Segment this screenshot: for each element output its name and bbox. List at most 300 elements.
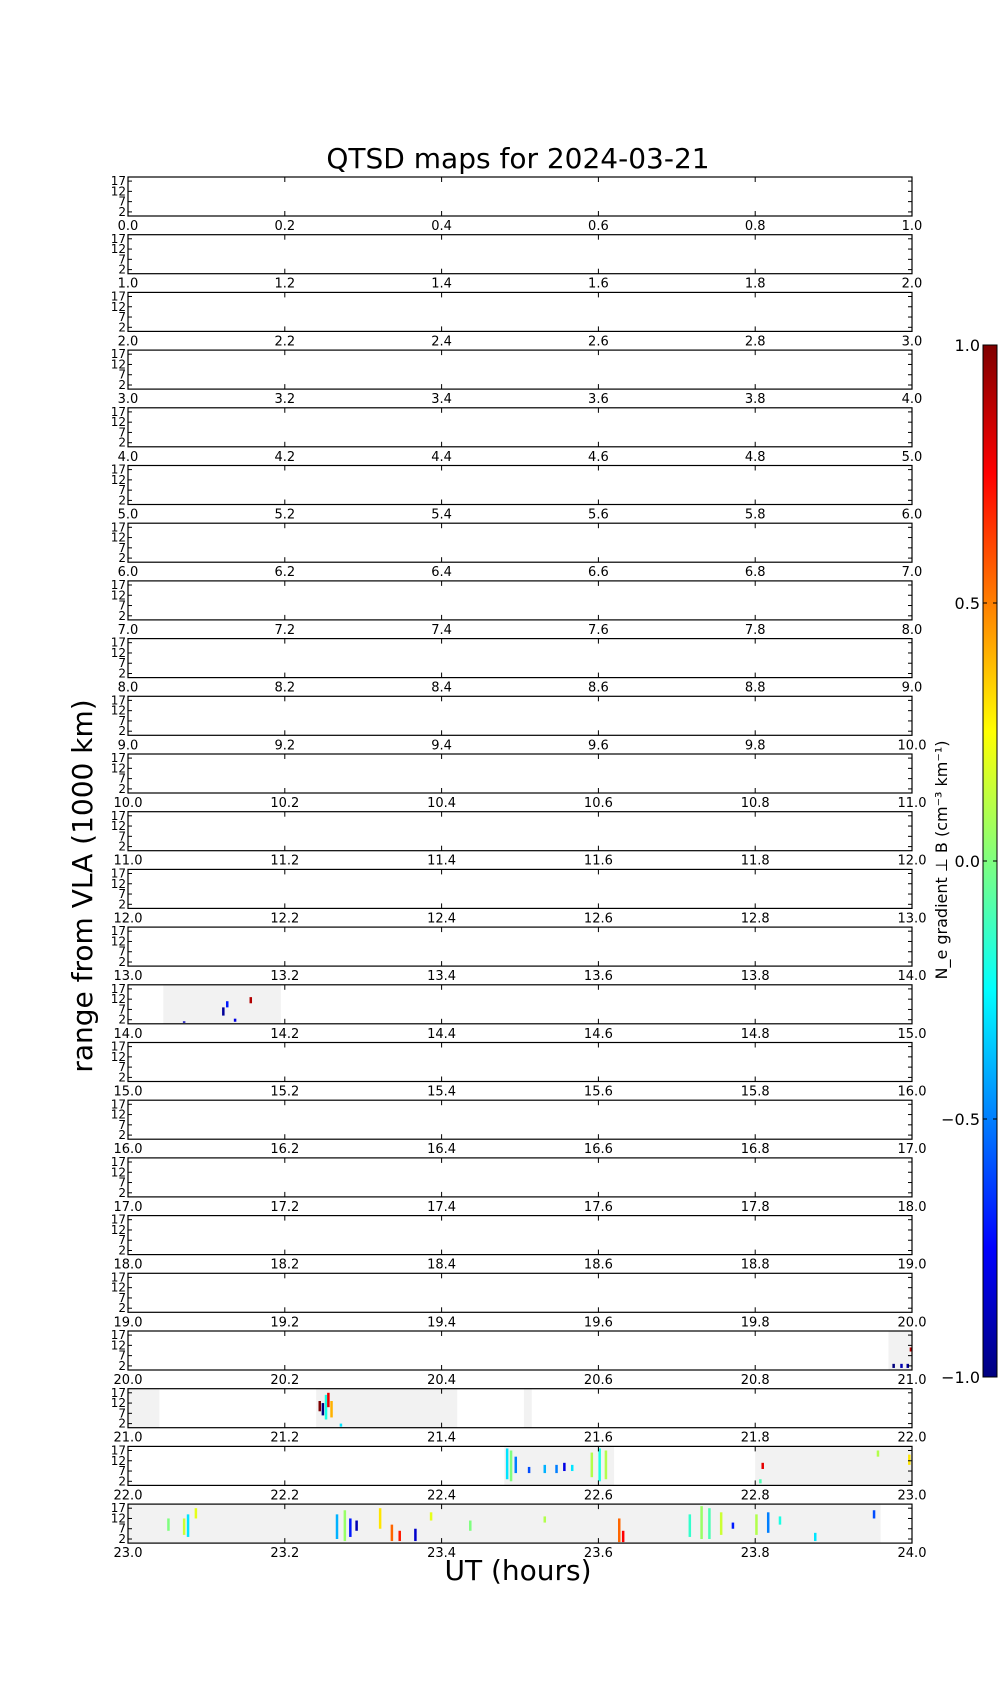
x-tick-label: 1.8 [744,276,766,292]
y-tick-label: 17 [110,1501,126,1516]
y-tick-label: 17 [110,1385,126,1400]
x-tick-label: 10.0 [897,738,927,754]
y-tick-label: 7 [118,310,126,325]
coverage-bar [163,985,281,1024]
panel-hour-21 [111,1386,927,1446]
y-tick-label: 17 [110,1212,126,1227]
x-tick-label: 3.8 [744,392,766,408]
x-tick-label: 7.8 [744,622,766,638]
y-tick-label: 2 [118,377,126,392]
y-tick-label: 2 [118,781,126,796]
colorbar-tick-label: −0.5 [941,1110,980,1129]
x-tick-label: 6.6 [588,565,609,581]
y-tick-label: 17 [110,520,126,535]
x-tick-label: 5.4 [431,507,452,523]
x-tick-label: 1.0 [117,276,139,292]
y-tick-label: 12 [110,1511,126,1526]
y-tick-label: 2 [118,1185,126,1200]
x-tick-label: 16.4 [427,1142,457,1158]
x-tick-label: 3.4 [431,392,452,408]
panel-frame [128,523,912,562]
x-tick-label: 4.8 [744,449,766,465]
x-tick-label: 19.0 [113,1315,143,1331]
x-tick-label: 18.0 [113,1257,143,1273]
event-mark [563,1463,566,1471]
x-tick-label: 19.8 [740,1315,770,1331]
event-mark [515,1457,518,1473]
y-tick-label: 12 [110,588,126,603]
y-tick-label: 7 [118,1464,126,1479]
y-tick-label: 2 [118,724,126,739]
x-tick-label: 20.6 [583,1373,613,1388]
event-mark [761,1463,764,1469]
event-mark [319,1401,322,1411]
y-tick-label: 2 [118,1012,126,1027]
x-tick-label: 22.4 [427,1488,457,1504]
coverage-bar [128,1389,159,1428]
x-tick-label: 16.0 [897,1084,927,1100]
x-tick-label: 7.0 [117,622,139,638]
x-tick-label: 17.8 [740,1199,770,1215]
event-mark [187,1514,190,1537]
x-tick-label: 7.6 [588,622,609,638]
panel-hour-2 [111,290,923,350]
x-tick-label: 9.6 [588,738,609,754]
panel-hour-1 [111,232,923,292]
x-tick-label: 8.0 [901,622,923,638]
panel-hour-10 [111,751,927,811]
event-mark [327,1393,330,1407]
panel-frame [128,177,912,216]
event-mark [222,1007,225,1015]
y-tick-label: 2 [118,262,126,277]
x-tick-label: 15.6 [583,1084,613,1100]
x-tick-label: 20.8 [740,1373,770,1388]
x-tick-label: 9.0 [901,680,923,696]
x-tick-label: 23.8 [740,1546,770,1562]
event-mark [398,1531,401,1541]
panel-frame [128,927,912,966]
panel-frame [128,754,912,793]
x-tick-label: 8.8 [744,680,766,696]
x-tick-label: 5.0 [901,449,923,465]
x-tick-label: 1.4 [431,276,452,292]
panel-hour-18 [111,1213,927,1273]
panel-frame [128,1158,912,1197]
y-tick-label: 7 [118,1117,126,1132]
y-tick-label: 12 [110,992,126,1007]
x-tick-label: 11.6 [583,853,613,869]
x-tick-label: 23.2 [270,1546,300,1562]
event-mark [325,1395,328,1420]
x-tick-label: 5.2 [274,507,296,523]
event-mark [814,1533,817,1541]
x-tick-label: 11.8 [740,853,770,869]
event-mark [322,1403,325,1415]
x-tick-label: 17.0 [897,1142,927,1158]
y-tick-label: 7 [118,483,126,498]
x-tick-label: 12.0 [113,911,143,927]
panel-hour-7 [111,578,923,638]
y-tick-label: 2 [118,320,126,335]
y-tick-label: 2 [118,1416,126,1431]
x-tick-label: 20.0 [897,1315,927,1331]
event-mark [755,1514,758,1535]
x-tick-label: 17.4 [427,1199,457,1215]
x-tick-label: 19.6 [583,1315,613,1331]
y-tick-label: 17 [110,924,126,939]
panel-frame [128,1216,912,1255]
y-tick-label: 2 [118,1243,126,1258]
panel-frame [128,1043,912,1082]
x-tick-label: 22.8 [740,1488,770,1504]
event-mark [877,1451,880,1457]
y-tick-label: 17 [110,404,126,419]
x-tick-label: 14.8 [740,1026,770,1042]
y-tick-label: 17 [110,1097,126,1112]
x-tick-label: 10.8 [740,796,770,811]
x-tick-label: 9.8 [744,738,766,754]
panel-hour-19 [111,1270,927,1330]
coverage-bar [504,1446,614,1485]
x-tick-label: 15.8 [740,1084,770,1100]
x-axis-label: UT (hours) [444,1554,592,1587]
y-tick-label: 2 [118,954,126,969]
x-tick-label: 13.0 [113,969,143,985]
y-tick-label: 7 [118,540,126,555]
y-tick-label: 12 [110,1280,126,1295]
panel-frame [128,292,912,331]
x-tick-label: 10.4 [427,796,457,811]
y-tick-label: 2 [118,1531,126,1546]
event-mark [900,1364,903,1368]
panel-hour-16 [111,1097,927,1157]
y-tick-label: 2 [118,608,126,623]
x-tick-label: 2.8 [744,334,766,350]
y-tick-label: 12 [110,1396,126,1411]
x-tick-label: 16.0 [113,1142,143,1158]
coverage-bar [316,1389,457,1428]
y-tick-label: 2 [118,666,126,681]
colorbar-tick-label: −1.0 [941,1368,980,1387]
x-tick-label: 0.0 [117,219,139,234]
event-mark [414,1529,417,1541]
y-tick-label: 17 [110,1328,126,1343]
chart-title: QTSD maps for 2024-03-21 [326,142,710,175]
event-mark [598,1448,601,1481]
y-tick-label: 17 [110,347,126,362]
y-tick-label: 12 [110,876,126,891]
y-tick-label: 17 [110,866,126,881]
panel-hour-12 [111,867,927,927]
x-tick-label: 13.2 [270,969,300,985]
colorbar-tick-label: 0.5 [954,594,980,613]
y-tick-label: 2 [118,1070,126,1085]
colorbar-tick-label: 0.0 [954,852,980,871]
x-tick-label: 9.4 [431,738,452,754]
x-tick-label: 13.0 [897,911,927,927]
x-tick-label: 21.4 [427,1430,457,1446]
y-tick-label: 17 [110,231,126,246]
x-tick-label: 8.0 [117,680,139,696]
y-tick-label: 2 [118,839,126,854]
event-mark [234,1019,237,1022]
panel-frame [128,696,912,735]
event-mark [732,1523,735,1529]
x-tick-label: 20.4 [427,1373,457,1388]
panel-frame [128,869,912,908]
y-tick-label: 12 [110,299,126,314]
y-tick-label: 2 [118,551,126,566]
y-tick-label: 12 [110,1049,126,1064]
panels-group [111,174,927,1561]
panel-hour-11 [111,809,927,869]
event-mark [700,1506,703,1539]
x-tick-label: 6.2 [274,565,296,581]
x-tick-label: 19.4 [427,1315,457,1331]
y-tick-label: 7 [118,1521,126,1536]
x-tick-label: 2.4 [431,334,452,350]
y-tick-label: 12 [110,357,126,372]
event-mark [226,1001,229,1007]
x-tick-label: 0.8 [744,219,766,234]
x-tick-label: 13.4 [427,969,457,985]
panel-frame [128,639,912,678]
x-tick-label: 14.0 [113,1026,143,1042]
event-mark [605,1451,608,1480]
event-mark [183,1518,186,1534]
x-tick-label: 0.6 [588,219,609,234]
y-tick-label: 17 [110,1270,126,1285]
x-tick-label: 4.0 [117,449,139,465]
event-mark [330,1401,333,1417]
event-mark [759,1479,762,1483]
event-mark [528,1467,531,1473]
y-tick-label: 7 [118,771,126,786]
x-tick-label: 11.4 [427,853,457,869]
y-tick-label: 12 [110,184,126,199]
panel-hour-14 [111,982,927,1042]
event-mark [571,1465,574,1471]
y-tick-label: 12 [110,819,126,834]
y-tick-label: 17 [110,174,126,189]
y-tick-label: 7 [118,1290,126,1305]
x-tick-label: 0.4 [431,219,452,234]
y-tick-label: 12 [110,703,126,718]
y-tick-label: 7 [118,252,126,267]
panel-hour-3 [111,347,923,407]
x-tick-label: 2.2 [274,334,296,350]
x-tick-label: 14.2 [270,1026,300,1042]
y-tick-label: 2 [118,1358,126,1373]
x-tick-label: 22.6 [583,1488,613,1504]
y-tick-label: 12 [110,1222,126,1237]
colorbar-tick-label: 1.0 [954,336,980,355]
x-tick-label: 13.8 [740,969,770,985]
event-mark [622,1531,625,1542]
y-tick-label: 7 [118,425,126,440]
y-tick-label: 12 [110,530,126,545]
y-tick-label: 12 [110,415,126,430]
x-tick-label: 22.0 [113,1488,143,1504]
event-mark [720,1512,723,1535]
x-tick-label: 9.2 [274,738,296,754]
x-tick-label: 22.2 [270,1488,300,1504]
y-tick-label: 17 [110,751,126,766]
x-tick-label: 3.2 [274,392,296,408]
x-tick-label: 4.2 [274,449,296,465]
y-tick-label: 7 [118,194,126,209]
coverage-bar [755,1446,912,1485]
x-tick-label: 17.6 [583,1199,613,1215]
event-mark [506,1448,509,1479]
x-tick-label: 3.0 [117,392,139,408]
y-tick-label: 7 [118,713,126,728]
y-tick-label: 17 [110,693,126,708]
panel-hour-23 [111,1501,927,1561]
x-tick-label: 23.0 [113,1546,143,1562]
x-tick-label: 14.6 [583,1026,613,1042]
panel-hour-20 [111,1328,927,1388]
y-tick-label: 2 [118,1128,126,1143]
x-tick-label: 1.2 [274,276,296,292]
y-tick-label: 12 [110,761,126,776]
event-mark [767,1512,770,1533]
panel-frame [128,235,912,274]
panel-hour-15 [111,1040,927,1100]
x-tick-label: 15.2 [270,1084,300,1100]
coverage-bar [524,1389,532,1428]
x-tick-label: 21.0 [113,1430,143,1446]
x-tick-label: 11.0 [897,796,927,811]
y-tick-label: 7 [118,656,126,671]
event-mark [430,1512,433,1520]
event-mark [908,1455,911,1465]
x-tick-label: 16.2 [270,1142,300,1158]
x-tick-label: 2.6 [588,334,609,350]
x-tick-label: 2.0 [901,276,923,292]
event-mark [250,997,253,1003]
panel-hour-22 [111,1444,927,1504]
y-tick-label: 2 [118,493,126,508]
x-tick-label: 8.6 [588,680,609,696]
x-tick-label: 12.4 [427,911,457,927]
y-tick-label: 7 [118,1002,126,1017]
y-tick-label: 12 [110,934,126,949]
x-tick-label: 18.0 [897,1199,927,1215]
y-tick-label: 7 [118,1060,126,1075]
x-tick-label: 11.2 [270,853,300,869]
x-tick-label: 20.0 [113,1373,143,1388]
x-tick-label: 19.0 [897,1257,927,1273]
panel-hour-0 [111,174,923,234]
event-mark [591,1453,594,1478]
x-tick-label: 0.2 [274,219,296,234]
x-tick-label: 10.2 [270,796,300,811]
x-tick-label: 15.4 [427,1084,457,1100]
y-tick-label: 12 [110,1107,126,1122]
y-tick-label: 7 [118,1406,126,1421]
x-tick-label: 12.6 [583,911,613,927]
y-tick-label: 7 [118,829,126,844]
x-tick-label: 21.0 [897,1373,927,1388]
panel-frame [128,1331,912,1370]
event-mark [344,1510,347,1541]
event-mark [555,1465,558,1473]
panel-frame [128,1389,912,1428]
x-tick-label: 14.4 [427,1026,457,1042]
colorbar-label: N_e gradient ⊥ B (cm⁻³ km⁻¹) [932,740,951,980]
x-tick-label: 5.0 [117,507,139,523]
y-tick-label: 2 [118,1474,126,1489]
event-mark [340,1424,343,1427]
event-mark [544,1516,547,1522]
y-tick-label: 17 [110,462,126,477]
y-tick-label: 17 [110,635,126,650]
x-tick-label: 2.0 [117,334,139,350]
y-tick-label: 7 [118,887,126,902]
event-mark [391,1525,394,1541]
x-tick-label: 3.6 [588,392,609,408]
y-tick-label: 2 [118,1301,126,1316]
x-tick-label: 7.0 [901,565,923,581]
x-tick-label: 10.0 [113,796,143,811]
y-tick-label: 12 [110,645,126,660]
y-tick-label: 12 [110,1338,126,1353]
event-mark [195,1508,198,1518]
x-tick-label: 9.0 [117,738,139,754]
panel-frame [128,1100,912,1139]
event-mark [469,1521,472,1531]
x-tick-label: 15.0 [897,1026,927,1042]
x-tick-label: 18.8 [740,1257,770,1273]
panel-hour-5 [111,463,923,523]
event-mark [183,1021,186,1022]
y-tick-label: 17 [110,289,126,304]
event-mark [873,1510,876,1518]
y-tick-label: 17 [110,1155,126,1170]
y-tick-label: 7 [118,367,126,382]
event-mark [336,1514,339,1539]
x-tick-label: 7.4 [431,622,452,638]
x-tick-label: 12.8 [740,911,770,927]
y-tick-label: 7 [118,598,126,613]
x-tick-label: 1.0 [901,219,923,234]
panel-hour-9 [111,693,927,753]
y-tick-label: 7 [118,1233,126,1248]
event-mark [355,1521,358,1531]
panel-frame [128,1273,912,1312]
x-tick-label: 8.4 [431,680,452,696]
x-tick-label: 17.2 [270,1199,300,1215]
x-tick-label: 19.2 [270,1315,300,1331]
event-mark [708,1508,711,1539]
y-tick-label: 2 [118,204,126,219]
panel-hour-6 [111,520,923,580]
y-tick-label: 2 [118,897,126,912]
x-tick-label: 6.0 [117,565,139,581]
y-tick-label: 17 [110,808,126,823]
x-tick-label: 21.8 [740,1430,770,1446]
y-tick-label: 7 [118,944,126,959]
panel-frame [128,466,912,505]
event-mark [167,1518,170,1530]
event-mark [510,1451,512,1482]
x-tick-label: 6.4 [431,565,452,581]
event-mark [379,1508,382,1529]
y-tick-label: 7 [118,1175,126,1190]
event-mark [779,1516,782,1524]
